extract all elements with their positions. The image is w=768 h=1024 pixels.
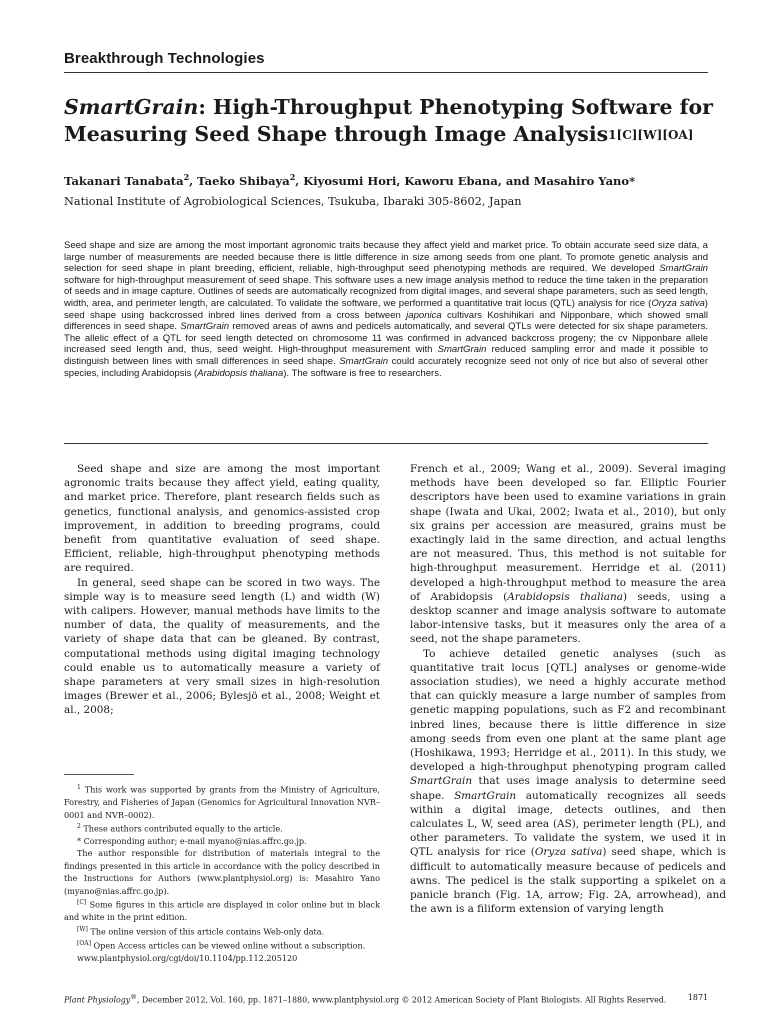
body-left-column — [64, 462, 380, 718]
author-footnote-mark: 2 — [183, 172, 190, 182]
body-text: automatically recognizes all seeds within a digital image, detects outlines, and then calculates L, W, seed area (AS), perimeter length (PL), and other parameters. To validate the system, we used it in QTL analysis for rice ( — [410, 789, 726, 859]
footnote-text: Open Access articles can be viewed online without a subscription. — [90, 940, 366, 951]
body-italic: SmartGrain — [454, 789, 517, 802]
body-paragraph — [410, 647, 726, 917]
registered-mark: ® — [130, 993, 137, 1001]
section-label: Breakthrough Technologies — [64, 50, 265, 67]
footnote-mark: [W] — [77, 925, 88, 933]
abstract-italic: SmartGrain — [180, 321, 230, 333]
footnote-text: The online version of this article contains Web-only data. — [87, 926, 325, 937]
title-line2: Measuring Seed Shape through Image Analysis — [64, 122, 609, 146]
footnote — [64, 897, 380, 924]
author-name: Takanari Tanabata — [64, 173, 184, 188]
body-text: To achieve detailed genetic analyses (such as quantitative trait locus [QTL] analyses or genome-wide association studies), we need a highly accurate method that can quickly measure a large number of samples from genetic mapping populations, such as F2 and recombinant inbred lines, because there is little difference in size among seeds from even one plant at the same plant age (Hoshikawa, 1993; Herridge et al., 2011). In this study, we developed a high-throughput phenotyping program called — [410, 647, 726, 774]
body-italic: Arabidopsis thaliana — [507, 590, 623, 603]
author-names-rest: , Kiyosumi Hori, Kaworu Ebana, and Masahiro Yano* — [295, 173, 636, 188]
abstract-rule — [64, 443, 708, 444]
body-paragraph — [410, 462, 726, 647]
abstract-text: software for high-throughput measurement of seed shape. This software uses a new image analysis method to reduce the time taken in the preparation of seeds and in image capture. Outlines of seeds are automatically recognized from digital images, and several shape parameters, such as seed length, width, area, and perimeter length, are calculated. To validate the software, we performed a quantitative trait locus (QTL) analysis for rice ( — [64, 274, 708, 309]
footnote: The author responsible for distribution of materials integral to the findings presented in this article in accordance with the policy described in the Instructions for Authors (www.plantphysiol.org) is: Masahiro Yano (myano@nias.affrc.go.jp). — [64, 848, 380, 896]
header-rule — [64, 72, 708, 73]
author-list: Takanari Tanabata$^2$, Taeko Shibaya$^2$, Kiyosumi Hori, Kaworu Ebana, and Masahiro Yano* — [64, 172, 636, 188]
abstract-italic: SmartGrain — [659, 263, 708, 275]
affiliation: National Institute of Agrobiological Sciences, Tsukuba, Ibaraki 305-8602, Japan — [64, 195, 522, 208]
footnote — [64, 782, 380, 821]
body-text: French et al., 2009; Wang et al., 2009). Several imaging methods have been developed so far. Elliptic Fourier descriptors have been used to examine variations in grain shape (Iwata and Ukai, 2002; Iwata et al., 2010), but only six grains per accession are measured, grains must be exactingly laid in the same direction, and actual lengths are not measured. Thus, this method is not suitable for high-throughput measurement. Herridge et al. (2011) developed a high-throughput method to measure the area of Arabidopsis ( — [410, 463, 726, 603]
page-number: 1871 — [687, 993, 708, 1002]
footnote-mark: 1 — [77, 784, 81, 791]
footnotes — [64, 782, 380, 964]
article-title — [64, 94, 724, 148]
footnote-mark: [C] — [77, 899, 87, 907]
body-text: that uses image analysis to determine seed shape. — [410, 775, 726, 802]
footnote-mark: 2 — [77, 822, 81, 830]
body-italic: SmartGrain — [410, 775, 473, 788]
abstract-italic: SmartGrain — [437, 344, 487, 356]
body-text: ) seeds, using a desktop scanner and image analysis software to automate labor-intensive tasks, but it measures only the area of a seed, not the shape parameters. — [410, 590, 726, 646]
footnote — [64, 821, 380, 835]
abstract-italic: japonica — [406, 309, 442, 321]
footnote-text: Some figures in this article are displayed in color online but in black and white in the print edition. — [64, 899, 380, 923]
title-software-name: SmartGrain — [64, 95, 199, 119]
footer-citation: , December 2012, Vol. 160, pp. 1871–1880, www.plantphysiol.org © 2012 American Society of Plant Biologists. All Rights Reserved. — [136, 995, 667, 1005]
body-text: ) seed shape, which is difficult to automatically measure because of pedicels and awns. The pedicel is the stalk supporting a spikelet on a panicle branch (Fig. 1A, arrow; Fig. 2A, arrowhead), and the awn is a filiform extension of varying length — [410, 846, 726, 916]
body-italic: Oryza sativa — [534, 846, 603, 859]
footnote-rule — [64, 774, 134, 775]
abstract-italic: SmartGrain — [339, 355, 389, 367]
doi-link[interactable]: www.plantphysiol.org/cgi/doi/10.1104/pp.112.205120 — [77, 952, 298, 963]
body-right-column — [410, 462, 726, 917]
body-paragraph: Seed shape and size are among the most important agronomic traits because they affect yield, eating quality, and market price. Therefore, plant research fields such as genetics, functional analysis, and genomics-assisted crop improvement, in addition to breeding programs, could benefit from quantitative evaluation of seed shape. Efficient, reliable, high-throughput phenotyping methods are required. — [64, 463, 380, 575]
journal-name: Plant Physiology — [64, 995, 131, 1005]
footnote-mark: [OA] — [77, 939, 91, 947]
author-name: Taeko Shibaya — [197, 173, 290, 188]
footnote-text: These authors contributed equally to the article. — [80, 823, 283, 834]
footnote — [64, 938, 380, 952]
page-footer — [64, 993, 708, 1005]
footnote-text: This work was supported by grants from the Ministry of Agriculture, Forestry, and Fisheries of Japan (Genomics for Agricultural Innovation NVR–0001 and NVR–0002). — [64, 784, 380, 820]
title-line1: : High-Throughput Phenotyping Software for — [198, 95, 713, 119]
abstract — [64, 240, 708, 379]
abstract-text: cultivars Koshihikari and Nipponbare, which showed small differences in seed shape. — [64, 309, 708, 333]
title-superscript: 1[C][W][OA] — [608, 128, 694, 142]
footnote — [64, 924, 380, 938]
body-paragraph: In general, seed shape can be scored in two ways. The simple way is to measure seed length (L) and width (W) with calipers. However, manual methods have limits to the number of data, the quality of measurements, and the variety of shape data that can be gleaned. By contrast, computational methods using digital imaging technology could enable us to automatically measure a variety of shape parameters at very small sizes in high-resolution images (Brewer et al., 2006; Bylesjö et al., 2008; Weight et al., 2008; — [64, 576, 380, 717]
abstract-text: Seed shape and size are among the most important agronomic traits because they affect yield and market price. To obtain accurate seed size data, a large number of measurements are needed because there is little difference in size among seeds from one plant. To promote genetic analysis and selection for seed shape in plant breeding, efficient, reliable, high-throughput seed phenotyping methods are required. We developed — [64, 240, 708, 275]
abstract-text: removed areas of awns and pedicels automatically, and several QTLs were detected for six shape parameters. The allelic effect of a QTL for seed length detected on chromosome 11 was confirmed in advanced backcross progeny; the cv Nipponbare allele increased seed length and, thus, seed weight. High-throughput measurement with — [64, 321, 708, 356]
author-footnote-mark: 2 — [289, 172, 296, 182]
abstract-text: reduced sampling error and made it possible to distinguish between lines with small differences in seed shape. — [64, 344, 708, 367]
abstract-italic: Oryza sativa — [651, 297, 705, 309]
footnote: * Corresponding author; e-mail myano@nias.affrc.go.jp. — [77, 836, 307, 846]
abstract-italic: Arabidopsis thaliana — [197, 367, 284, 379]
abstract-text: ) seed shape using backcrossed inbred lines derived from a cross between — [64, 297, 708, 321]
abstract-text: could accurately recognize seed not only of rice but also of several other species, including Arabidopsis ( — [64, 355, 708, 379]
abstract-text: ). The software is free to researchers. — [283, 367, 442, 379]
